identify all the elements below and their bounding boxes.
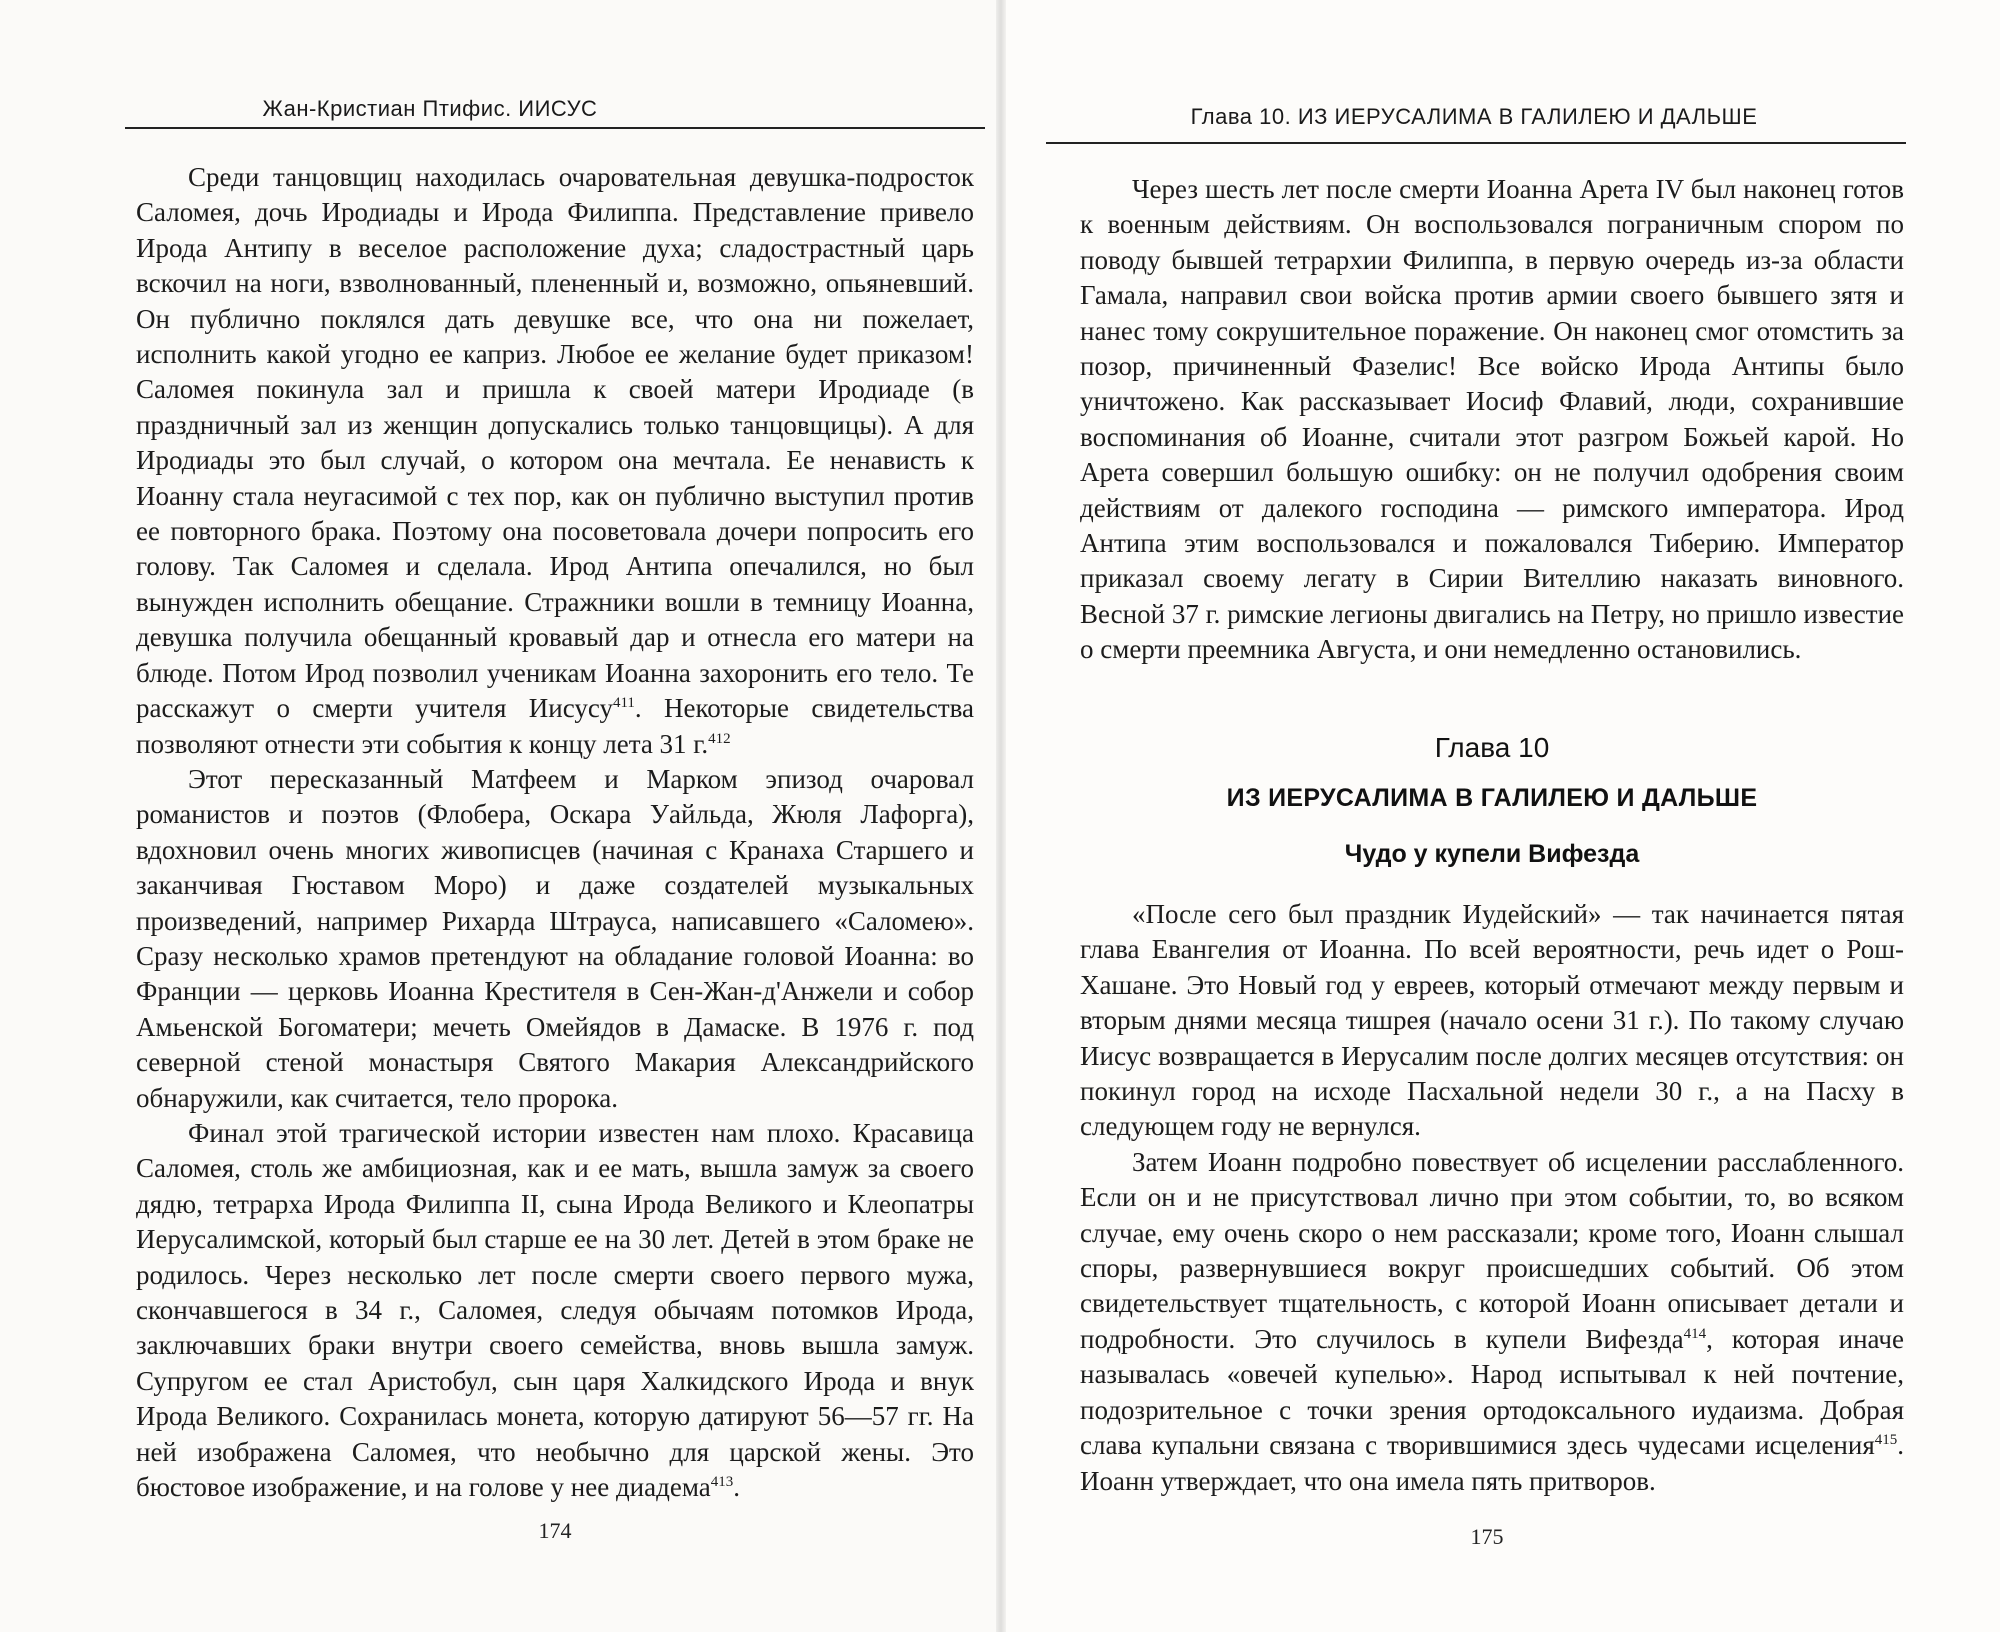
paragraph: Через шесть лет после смерти Иоанна Арета IV был наконец готов к военным действиям. Он воспользовался пограничным спором по поводу бывшей тетрархии Филиппа, в первую очередь из-за области Гамала, направил свои войска против армии своего бывшего зятя и нанес тому сокрушительное поражение. Он наконец смог отомстить за позор, причиненный Фазелис! Все войско Ирода Антипы было уничтожено. Как рассказывает Иосиф Флавий, люди, сохранившие воспоминания об Иоанне, считали этот разгром Божьей карой. Но Арета совершил большую ошибку: он не получил одобрения своим действиям от далекого господина — римского императора. Ирод Антипа этим воспользовался и пожаловался Тиберию. Император приказал своему легату в Сирии Вителлию наказать виновного. Весной 37 г. римские легионы двигались на Петру, но пришло известие о смерти преемника Августа, и они немедленно остановились. — [1080, 174, 1904, 665]
section-title: Чудо у купели Вифезда — [1344, 840, 1640, 868]
paragraph: Этот пересказанный Матфеем и Марком эпизод очаровал романистов и поэтов (Флобера, Оскара Уайльда, Жюля Лафорга), вдохновил очень многих живописцев (начиная с Кранаха Старшего и заканчивая Гюставом Моро) и даже создателей музыкальных произведений, например Рихарда Штрауса, написавшего «Саломею». Сразу несколько храмов претендуют на обладание головой Иоанна: во Франции — церковь Иоанна Крестителя в Сен-Жан-д'Анжели и собор Амьенской Богоматери; мечеть Омейядов в Дамаске. В 1976 г. под северной стеной монастыря Святого Макария Александрийского обнаружили, как считается, тело пророка. — [136, 763, 974, 1113]
header-rule-right — [1046, 142, 1906, 144]
right-page-body-top — [1080, 172, 1904, 668]
header-rule-left — [125, 127, 985, 129]
chapter-number: Глава 10 — [1434, 732, 1550, 763]
chapter-title: ИЗ ИЕРУСАЛИМА В ГАЛИЛЕЮ И ДАЛЬШЕ — [1226, 784, 1758, 812]
right-page-body-bottom — [1080, 897, 1904, 1499]
left-page-body — [136, 160, 974, 1505]
book-gutter — [996, 0, 1006, 1632]
footnote-marker: 413 — [710, 1474, 734, 1491]
paragraph: Затем Иоанн подробно повествует об исцелении расслабленного. Если он и не присутствовал лично при этом событии, то, во всяком случае, ему очень скоро о нем рассказали; кроме того, Иоанн слышал споры, развернувшиеся вокруг происшедших событий. Об этом свидетельствует тщательность, с которой Иоанн описывает детали и подробности. Это случилось в купели Вифезда$^{414}$, которая иначе называлась «овечей купелью». Народ испытывал к ней почтение, подозрительное с точки зрения ортодоксального иудаизма. Добрая слава купальни связана с творившимися здесь чудесами исцеления$^{415}$. Иоанн утверждает, что она имела пять притворов. — [1080, 1146, 1904, 1496]
paragraph: Финал этой трагической истории известен нам плохо. Красавица Саломея, столь же амбициозная, как и ее мать, вышла замуж за своего дядю, тетрарха Ирода Филиппа II, сына Ирода Великого и Клеопатры Иерусалимской, который был старше ее на 30 лет. Детей в этом браке не родилось. Через несколько лет после смерти своего первого мужа, скончавшегося в 34 г., Саломея, следуя обычаям потомков Ирода, заключавших браки внутри своего семейства, вновь вышла замуж. Супругом ее стал Аристобул, сын царя Халкидского Ирода и внук Ирода Великого. Сохранилась монета, которую датируют 56—57 гг. На ней изображена Саломея, что необычно для царской жены. Это бюстовое изображение, и на голове у нее диадема$^{413}$. — [136, 1117, 974, 1503]
paragraph: Среди танцовщиц находилась очаровательная девушка-подросток Саломея, дочь Иродиады и Ирода Филиппа. Представление привело Ирода Антипу в веселое расположение духа; сладострастный царь вскочил на ноги, взволнованный, плененный и, возможно, опьяневший. Он публично поклялся дать девушке все, что она ни пожелает, исполнить какой угодно ее каприз. Любое ее желание будет приказом! Саломея покинула зал и пришла к своей матери Иродиаде (в праздничный зал из женщин допускались только танцовщицы). А для Иродиады это был случай, о котором она мечтала. Ее ненависть к Иоанну стала неугасимой с тех пор, как он публично выступил против ее повторного брака. Поэтому она посоветовала дочери попросить его голову. Так Саломея и сделала. Ирод Антипа опечалился, но был вынужден исполнить обещание. Стражники вошли в темницу Иоанна, девушка получила обещанный кровавый дар и отнесла его матери на блюде. Потом Ирод позволил ученикам Иоанна захоронить его тело. Те расскажут о смерти учителя Иисусу$^{411}$. Некоторые свидетельства позволяют отнести эти события к концу лета 31 г.$^{412}$ — [136, 162, 975, 759]
footnote-marker: 411 — [612, 695, 635, 712]
running-head-left: Жан-Кристиан Птифис. ИИСУС — [262, 96, 598, 121]
right-page — [1000, 0, 2000, 1632]
page-number-right: 175 — [1470, 1524, 1504, 1549]
footnote-marker: 412 — [708, 730, 731, 747]
paragraph: «После сего был праздник Иудейский» — так начинается пятая глава Евангелия от Иоанна. По всей вероятности, речь идет о Рош-Хашане. Это Новый год у евреев, который отмечают между первым и вторым днями месяца тишрея (начало осени 31 г.). По такому случаю Иисус возвращается в Иерусалим после долгих месяцев отсутствия: он покинул город на исходе Пасхальной недели 30 г., а на Пасху в следующем году не вернулся. — [1080, 899, 1904, 1142]
running-head-right: Глава 10. ИЗ ИЕРУСАЛИМА В ГАЛИЛЕЮ И ДАЛЬШЕ — [1190, 104, 1758, 129]
footnote-marker: 415 — [1874, 1432, 1898, 1449]
page-number-left: 174 — [538, 1518, 572, 1543]
footnote-marker: 414 — [1683, 1325, 1707, 1342]
